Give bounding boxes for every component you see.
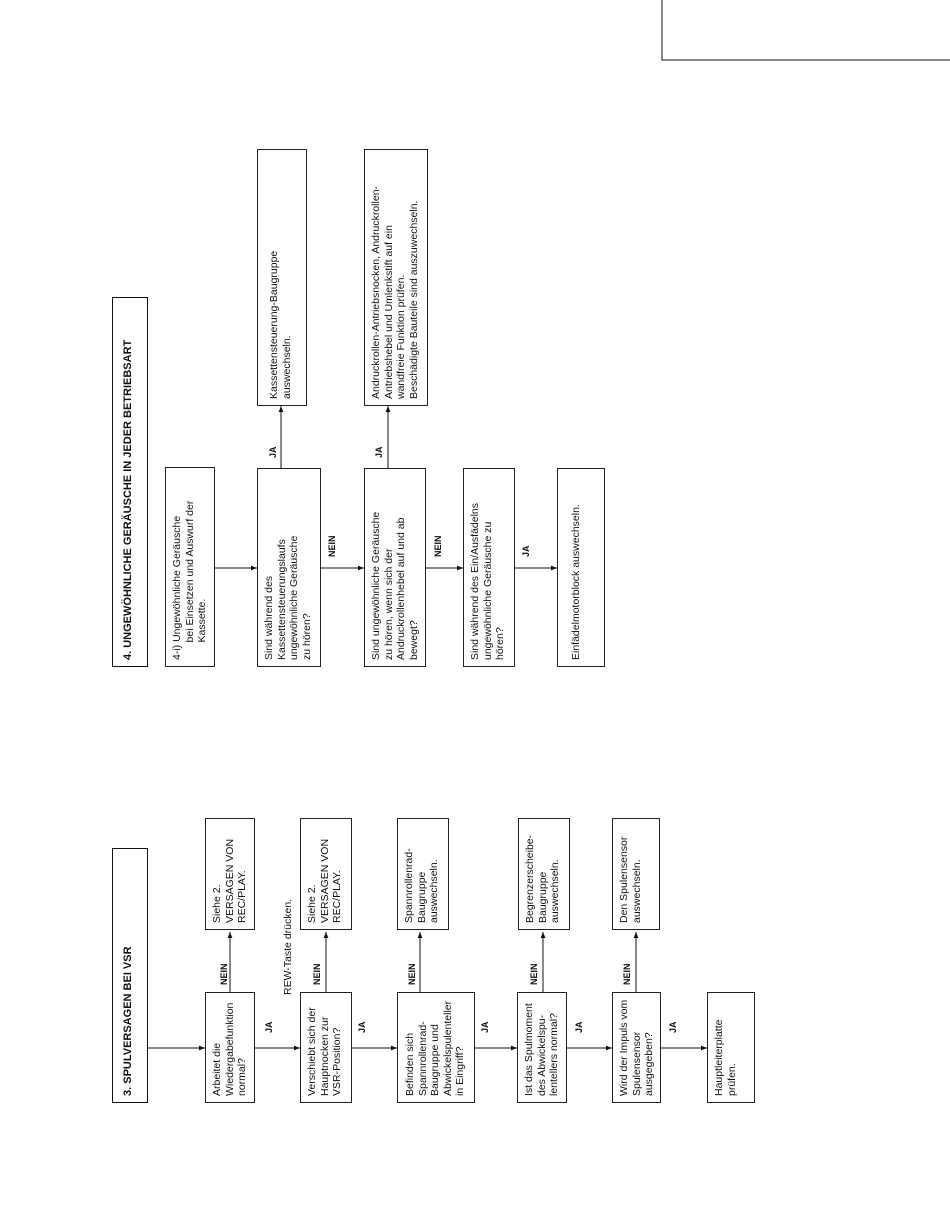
header-frame-line bbox=[662, 0, 950, 60]
s3-q2-box: Verschiebt sich der Hauptnocken zur VSR-Position? bbox=[300, 992, 352, 1103]
s3-q5-yes-label: JA bbox=[668, 1021, 678, 1033]
s4-q1-no-label: NEIN bbox=[327, 535, 337, 557]
s3-q2-no-box: Siehe 2. VERSAGEN VON REC/PLAY. bbox=[300, 818, 352, 930]
s4-q1-yes-box: Kassettensteuerung-Baugruppe auswechseln. bbox=[257, 149, 307, 406]
s4-q3-box: Sind während des Ein/Ausfädelns ungewöhnliche Geräusche zu hören? bbox=[463, 468, 515, 667]
s3-q4-box: Ist das Spulmoment des Abwickelspu- lentellers normal? bbox=[517, 992, 567, 1103]
s3-q1-no-box: Siehe 2. VERSAGEN VON REC/PLAY. bbox=[205, 818, 255, 930]
s3-q2-no-label: NEIN bbox=[312, 963, 322, 985]
s4-q1-yes-label: JA bbox=[268, 446, 278, 458]
s3-q3-box: Befinden sich Spannrollenrad- Baugruppe und Abwickelspulenteller in Eingriff? bbox=[397, 992, 475, 1103]
s4-start-box: 4-i) Ungewöhnliche Geräusche bei Einsetzen und Auswurf der Kassette. bbox=[165, 467, 215, 667]
s3-q3-no-box: Spannrollenrad- Baugruppe auswechseln. bbox=[397, 818, 449, 930]
s3-q1-no-label: NEIN bbox=[219, 963, 229, 985]
s3-q4-yes-label: JA bbox=[574, 1021, 584, 1033]
s4-title: 4. UNGEWÖHNLICHE GERÄUSCHE IN JEDER BETRIEBSART bbox=[112, 297, 148, 667]
s3-q1-yes-label: JA bbox=[264, 1021, 274, 1033]
s4-q2-no-label: NEIN bbox=[433, 535, 443, 557]
s3-q3-yes-label: JA bbox=[480, 1021, 490, 1033]
s3-rew-note: REW-Taste drücken. bbox=[282, 898, 294, 995]
s3-q1-box: Arbeitet die Wiedergabefunktion normal? bbox=[205, 992, 255, 1103]
s4-q3-yes-box: Einfädelmotorblock auswechseln. bbox=[557, 468, 605, 667]
s4-q3-yes-label: JA bbox=[521, 545, 531, 557]
s3-q5-box: Wird der Impuls vom Spulensensor ausgegeben? bbox=[612, 992, 661, 1103]
s4-q2-box: Sind ungewöhnliche Geräusche zu hören, wenn sich der Andruckrollenhebel auf und ab bewegt? bbox=[364, 468, 426, 667]
s3-q4-no-label: NEIN bbox=[529, 963, 539, 985]
s4-q1-box: Sind während des Kassettensteuerungslaufs ungewöhnliche Geräusche zu hören? bbox=[257, 468, 321, 667]
s3-title: 3. SPULVERSAGEN BEI VSR bbox=[112, 848, 148, 1103]
s3-end-box: Hauptleiterplatte prüfen. bbox=[707, 992, 755, 1103]
s3-q5-no-box: Den Spulensensor auswechseln. bbox=[612, 818, 660, 930]
s4-q2-yes-label: JA bbox=[374, 446, 384, 458]
s3-q5-no-label: NEIN bbox=[622, 963, 632, 985]
s3-q3-no-label: NEIN bbox=[407, 963, 417, 985]
s3-q4-no-box: Begrenzerscheibe- Baugruppe auswechseln. bbox=[518, 818, 570, 930]
s4-q2-yes-box: Andruckrollen-Antriebsnocken, Andruckrollen- Antriebshebel und Umlenkstift auf ein wandfreie Funktion prüfen. Beschädigte Bauteile sind auszuwechseln. bbox=[364, 149, 428, 406]
s3-q2-yes-label: JA bbox=[357, 1021, 367, 1033]
